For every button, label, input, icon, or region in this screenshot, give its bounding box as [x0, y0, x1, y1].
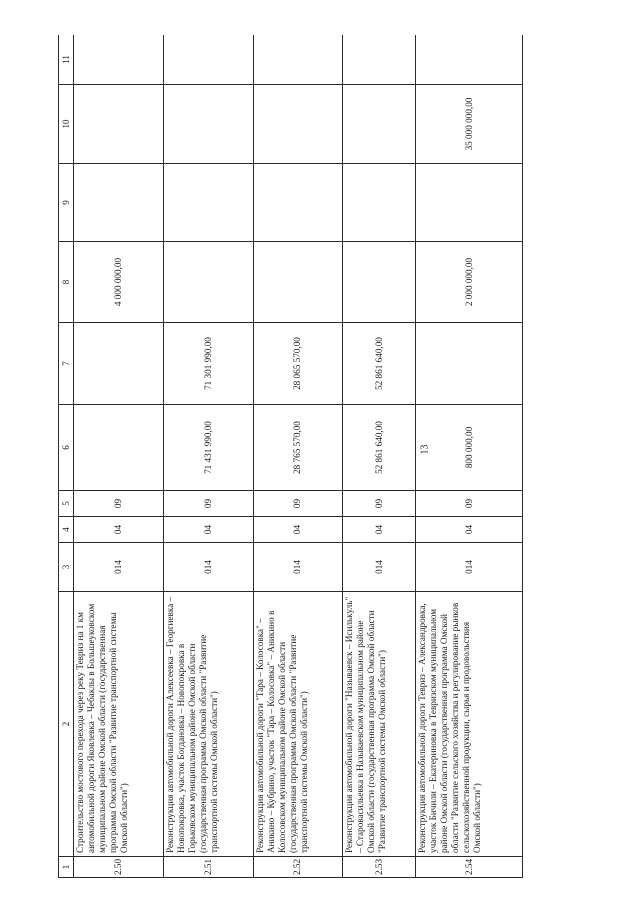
- amount-col-8: [163, 242, 253, 323]
- table-row: [163, 35, 253, 878]
- section-code: 04: [343, 517, 416, 543]
- ministry-code: 014: [416, 543, 523, 592]
- table-row: [416, 35, 523, 878]
- column-header-5: 5: [59, 491, 74, 517]
- budget-table: [58, 35, 523, 878]
- amount-col-11: [343, 35, 416, 85]
- amount-col-9: [416, 164, 523, 242]
- amount-col-10: 35 000 000,00: [416, 85, 523, 164]
- table-row: [74, 35, 164, 878]
- amount-col-8: [253, 242, 343, 323]
- amount-col-8: 4 000 000,00: [74, 242, 164, 323]
- expenditure-name: Реконструкция автомобильной дороги "Тара – Колосовка" – Аникино – Кубрино, участок "Тара – Колосовка" – Аникино в Колосовском муниципальном районе Омской области (государственная программа Омской области "Развитие транспортной системы Омской области"): [253, 592, 343, 857]
- amount-col-9: [163, 164, 253, 242]
- amount-col-6: 28 765 570,00: [253, 405, 343, 491]
- table-row: [253, 35, 343, 878]
- column-header-8: 8: [59, 242, 74, 323]
- section-code: 04: [163, 517, 253, 543]
- subsection-code: 09: [163, 491, 253, 517]
- expenditure-name: Реконструкция автомобильной дороги Алексеевка – Георгиевка – Новопокровка, участок Богдановка – Новопокровка в Горьковском муниципальном районе Омской области (государственная программа Омской области "Развитие транспортной системы Омской области"): [163, 592, 253, 857]
- amount-col-6: 71 431 990,00: [163, 405, 253, 491]
- amount-col-6: 52 861 640,00: [343, 405, 416, 491]
- amount-col-11: [416, 35, 523, 85]
- subsection-code: 09: [74, 491, 164, 517]
- row-number: 2.51: [163, 857, 253, 878]
- section-code: 04: [416, 517, 523, 543]
- amount-col-10: [74, 85, 164, 164]
- column-header-1: 1: [59, 857, 74, 878]
- amount-col-7: 71 301 990,00: [163, 323, 253, 405]
- table-row: [343, 35, 416, 878]
- amount-col-10: [253, 85, 343, 164]
- amount-col-8: [343, 242, 416, 323]
- section-code: 04: [74, 517, 164, 543]
- subsection-code: 09: [343, 491, 416, 517]
- expenditure-name: Реконструкция автомобильной дороги Тевриз – Александровка, участок Бичили – Екатериновка в Тевризском муниципальном районе Омской области (государственная программа Омской области "Развитие сельского хозяйства и регулирование рынков сельскохозяйственной продукции, сырья и продовольствия Омской области"): [416, 592, 523, 857]
- row-number: 2.52: [253, 857, 343, 878]
- expenditure-name: Строительство мостового перехода через реку Тевриз на 1 км автомобильной дороги Яковлевка – Чебаклы в Большеуковском муниципальном районе Омской области (государственная программа Омской области "Развитие транспортной системы Омской области"): [74, 592, 164, 857]
- row-number: 2.53: [343, 857, 416, 878]
- column-header-9: 9: [59, 164, 74, 242]
- column-header-3: 3: [59, 543, 74, 592]
- amount-col-9: [74, 164, 164, 242]
- amount-col-6: 800 000,00: [416, 405, 523, 491]
- rotated-table-frame: [58, 35, 523, 878]
- column-header-10: 10: [59, 85, 74, 164]
- amount-col-7: [74, 323, 164, 405]
- ministry-code: 014: [163, 543, 253, 592]
- amount-col-7: 52 861 640,00: [343, 323, 416, 405]
- ministry-code: 014: [253, 543, 343, 592]
- ministry-code: 014: [343, 543, 416, 592]
- column-header-6: 6: [59, 405, 74, 491]
- amount-col-10: [343, 85, 416, 164]
- amount-col-11: [74, 35, 164, 85]
- row-number: 2.50: [74, 857, 164, 878]
- amount-col-8: 2 000 000,00: [416, 242, 523, 323]
- amount-col-10: [163, 85, 253, 164]
- amount-col-11: [163, 35, 253, 85]
- ministry-code: 014: [74, 543, 164, 592]
- table-body: [74, 35, 523, 878]
- subsection-code: 09: [253, 491, 343, 517]
- amount-col-11: [253, 35, 343, 85]
- subsection-code: 09: [416, 491, 523, 517]
- column-header-4: 4: [59, 517, 74, 543]
- row-number: 2.54: [416, 857, 523, 878]
- column-header-11: 11: [59, 35, 74, 85]
- amount-col-9: [343, 164, 416, 242]
- column-header-7: 7: [59, 323, 74, 405]
- amount-col-9: [253, 164, 343, 242]
- amount-col-7: 28 065 570,00: [253, 323, 343, 405]
- budget-table-wrapper: [58, 35, 523, 878]
- column-number-row: [59, 35, 74, 878]
- section-code: 04: [253, 517, 343, 543]
- column-header-2: 2: [59, 592, 74, 857]
- page-number: 13: [419, 444, 431, 455]
- amount-col-6: [74, 405, 164, 491]
- amount-col-7: [416, 323, 523, 405]
- expenditure-name: Реконструкция автомобильной дороги "Называевск – Исилькуль" – Старовасильевка в Называевском муниципальном районе Омской области (государственная программа Омской области "Развитие транспортной системы Омской области"): [343, 592, 416, 857]
